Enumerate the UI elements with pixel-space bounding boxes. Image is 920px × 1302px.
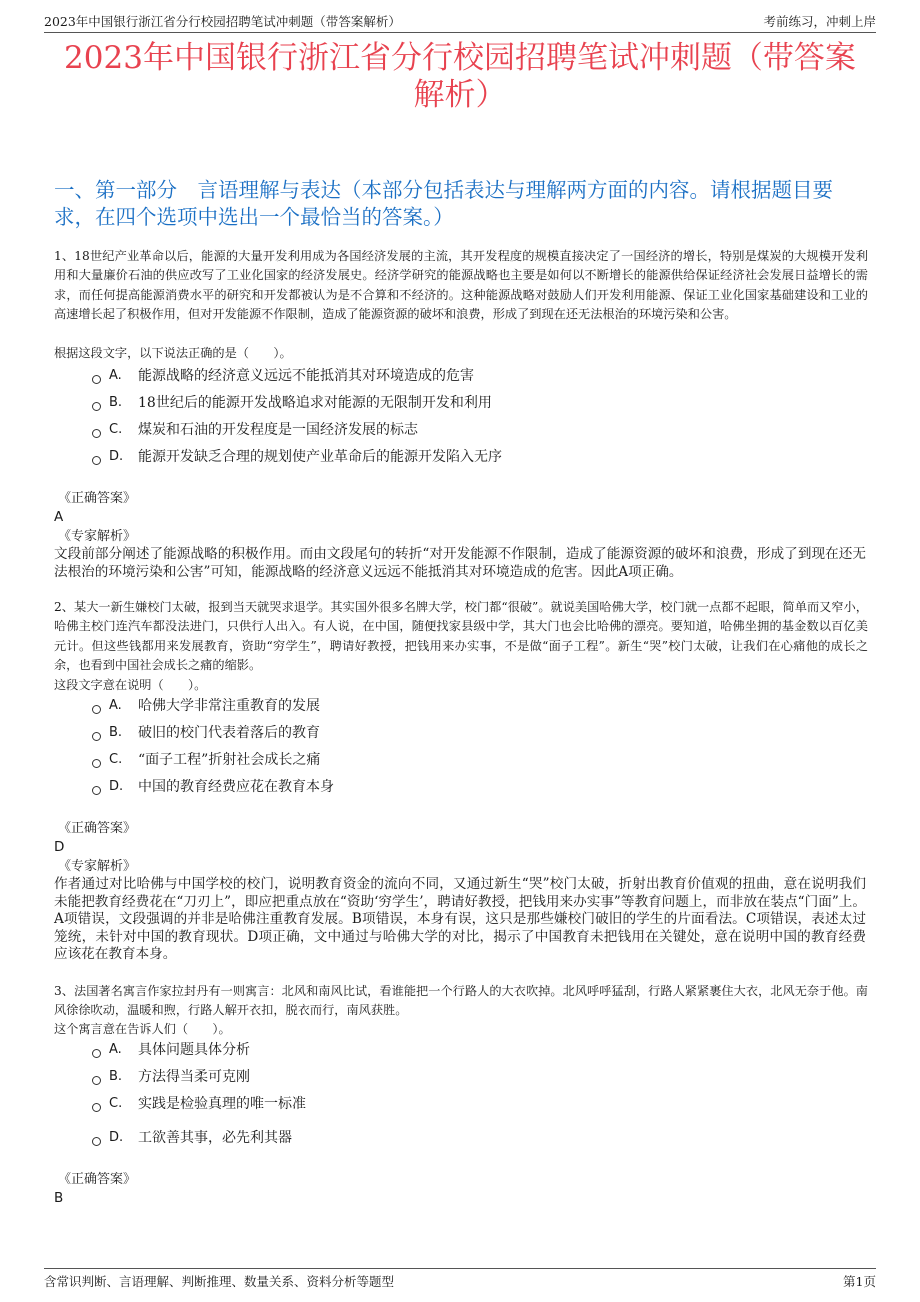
question-1-answer: A: [54, 509, 64, 525]
option-letter: B.: [109, 725, 123, 740]
question-2-analysis: 作者通过对比哈佛与中国学校的校门，说明教育资金的流向不同，又通过新生“哭”校门太破，折射出教育价值观的扭曲，意在说明我们未能把教育经费花在“刀刃上”，即应把重点放在“资助‘穷学生’，聘请好教授，把钱用来办实事”等教育问题上，而非放在装点“门面”上。A项错误，文段强调的并非是哈佛注重教育发展。B项错误，本身有误，这只是那些嫌校门破旧的学生的片面看法。C项错误，表述太过笼统，未针对中国的教育现状。D项正确，文中通过与哈佛大学的对比，揭示了中国教育未把钱用在关键处，意在说明中国的教育经费应该花在教育本身。: [54, 876, 866, 962]
question-1-option-b[interactable]: [92, 393, 492, 413]
option-letter: C.: [109, 1096, 123, 1111]
question-1-analysis-label: 《专家解析》: [58, 529, 137, 544]
radio-icon[interactable]: [92, 429, 101, 438]
option-text: “面子工程”折射社会成长之痛: [138, 752, 321, 768]
question-1-prompt: 根据这段文字，以下说法正确的是（ ）。: [54, 346, 292, 360]
question-3-option-b[interactable]: [92, 1067, 250, 1087]
radio-icon[interactable]: [92, 1137, 101, 1146]
question-1-stem: 1、18世纪产业革命以后，能源的大量开发利用成为各国经济发展的主流，其开发程度的规模直接决定了一国经济的增长，特别是煤炭的大规模开发利用和大量廉价石油的供应改写了工业化国家的经济发展史。经济学研究的能源战略也主要是如何以不断增长的能源供给保证经济社会发展日益增长的需求，而任何提高能源消费水平的研究和开发都被认为是不合算和不经济的。这种能源战略对鼓励人们开发利用能源、保证工业化国家基础建设和工业的高速增长起了积极作用，但对开发能源不作限制，造成了能源资源的破坏和浪费，形成了到现在还无法根治的环境污染和公害。: [54, 249, 868, 321]
option-letter: C.: [109, 422, 123, 437]
option-text: 能源开发缺乏合理的规划使产业革命后的能源开发陷入无序: [138, 449, 502, 465]
option-letter: D.: [109, 449, 124, 464]
option-letter: A.: [109, 698, 122, 713]
question-3-answer-label: 《正确答案》: [58, 1172, 137, 1187]
question-3-option-c[interactable]: [92, 1094, 306, 1114]
question-2-prompt: 这段文字意在说明（ ）。: [54, 678, 207, 692]
option-letter: A.: [109, 1042, 122, 1057]
option-text: 破旧的校门代表着落后的教育: [138, 725, 320, 741]
question-3-stem: 3、法国著名寓言作家拉封丹有一则寓言：北风和南风比试，看谁能把一个行路人的大衣吹掉。北风呼呼猛刮，行路人紧紧裹住大衣，北风无奈于他。南风徐徐吹动，温暖和煦，行路人解开衣扣，脱衣而行，南风获胜。: [54, 984, 868, 1018]
question-2-option-c[interactable]: [92, 750, 320, 770]
radio-icon[interactable]: [92, 786, 101, 795]
option-letter: C.: [109, 752, 123, 767]
question-2-answer: D: [54, 839, 65, 855]
question-3-prompt: 这个寓言意在告诉人们（ ）。: [54, 1022, 231, 1036]
option-text: 能源战略的经济意义远远不能抵消其对环境造成的危害: [138, 368, 474, 384]
document-title: 2023年中国银行浙江省分行校园招聘笔试冲刺题（带答案解析）: [64, 40, 856, 113]
option-text: 中国的教育经费应花在教育本身: [138, 779, 334, 795]
section-heading: 一、第一部分 言语理解与表达（本部分包括表达与理解两方面的内容。请根据题目要求，在四个选项中选出一个最恰当的答案。）: [54, 178, 833, 229]
question-1-option-d[interactable]: [92, 447, 502, 467]
question-2-option-d[interactable]: [92, 777, 334, 797]
radio-icon[interactable]: [92, 1103, 101, 1112]
question-2-analysis-label: 《专家解析》: [58, 859, 137, 874]
question-1-analysis: 文段前部分阐述了能源战略的积极作用。而由文段尾句的转折“对开发能源不作限制，造成了能源资源的破坏和浪费，形成了到现在还无法根治的环境污染和公害”可知，能源战略的经济意义远远不能抵消其对环境造成的危害。因此A项正确。: [54, 546, 866, 580]
option-letter: A.: [109, 368, 122, 383]
question-2-stem: 2、某大一新生嫌校门太破，报到当天就哭求退学。其实国外很多名牌大学，校门都“很破”。就说美国哈佛大学，校门就一点都不起眼，简单而又窄小，哈佛主校门连汽车都没法进门，只供行人出入。有人说，在中国，随便找家县级中学，其大门也会比哈佛的漂亮。要知道，哈佛坐拥的基金数以百亿美元计。但这些钱都用来发展教育，资助“穷学生”，聘请好教授，把钱用来办实事，不是做“面子工程”。新生“哭”校门太破，让我们在心痛他的成长之余，也看到中国社会成长之痛的缩影。: [54, 600, 868, 672]
option-text: 18世纪后的能源开发战略追求对能源的无限制开发和利用: [138, 395, 492, 411]
footer-description: 含常识判断、言语理解、判断推理、数量关系、资料分析等题型: [44, 1274, 395, 1289]
question-2-answer-label: 《正确答案》: [58, 821, 137, 836]
question-3-option-a[interactable]: [92, 1040, 250, 1060]
page-number: 第1页: [843, 1274, 876, 1289]
question-1-answer-label: 《正确答案》: [58, 491, 137, 506]
page-footer: [44, 1268, 876, 1291]
header-slogan: 考前练习，冲刺上岸: [763, 14, 876, 29]
option-text: 工欲善其事，必先利其器: [138, 1130, 292, 1146]
option-text: 煤炭和石油的开发程度是一国经济发展的标志: [138, 422, 418, 438]
question-2-option-b[interactable]: [92, 723, 320, 743]
option-letter: B.: [109, 1069, 123, 1084]
radio-icon[interactable]: [92, 732, 101, 741]
option-text: 实践是检验真理的唯一标准: [138, 1096, 306, 1112]
radio-icon[interactable]: [92, 705, 101, 714]
option-letter: D.: [109, 1130, 124, 1145]
option-text: 具体问题具体分析: [138, 1042, 250, 1058]
question-3-answer: B: [54, 1190, 64, 1206]
radio-icon[interactable]: [92, 759, 101, 768]
radio-icon[interactable]: [92, 1049, 101, 1058]
option-letter: B.: [109, 395, 123, 410]
question-1-option-c[interactable]: [92, 420, 418, 440]
radio-icon[interactable]: [92, 375, 101, 384]
radio-icon[interactable]: [92, 1076, 101, 1085]
radio-icon[interactable]: [92, 402, 101, 411]
option-text: 哈佛大学非常注重教育的发展: [138, 698, 320, 714]
option-text: 方法得当柔可克刚: [138, 1069, 250, 1085]
radio-icon[interactable]: [92, 456, 101, 465]
question-2-option-a[interactable]: [92, 696, 320, 716]
option-letter: D.: [109, 779, 124, 794]
question-3-option-d[interactable]: [92, 1128, 292, 1148]
question-1-option-a[interactable]: [92, 366, 474, 386]
header-title: 2023年中国银行浙江省分行校园招聘笔试冲刺题（带答案解析）: [44, 14, 401, 29]
page-header: [44, 12, 876, 33]
